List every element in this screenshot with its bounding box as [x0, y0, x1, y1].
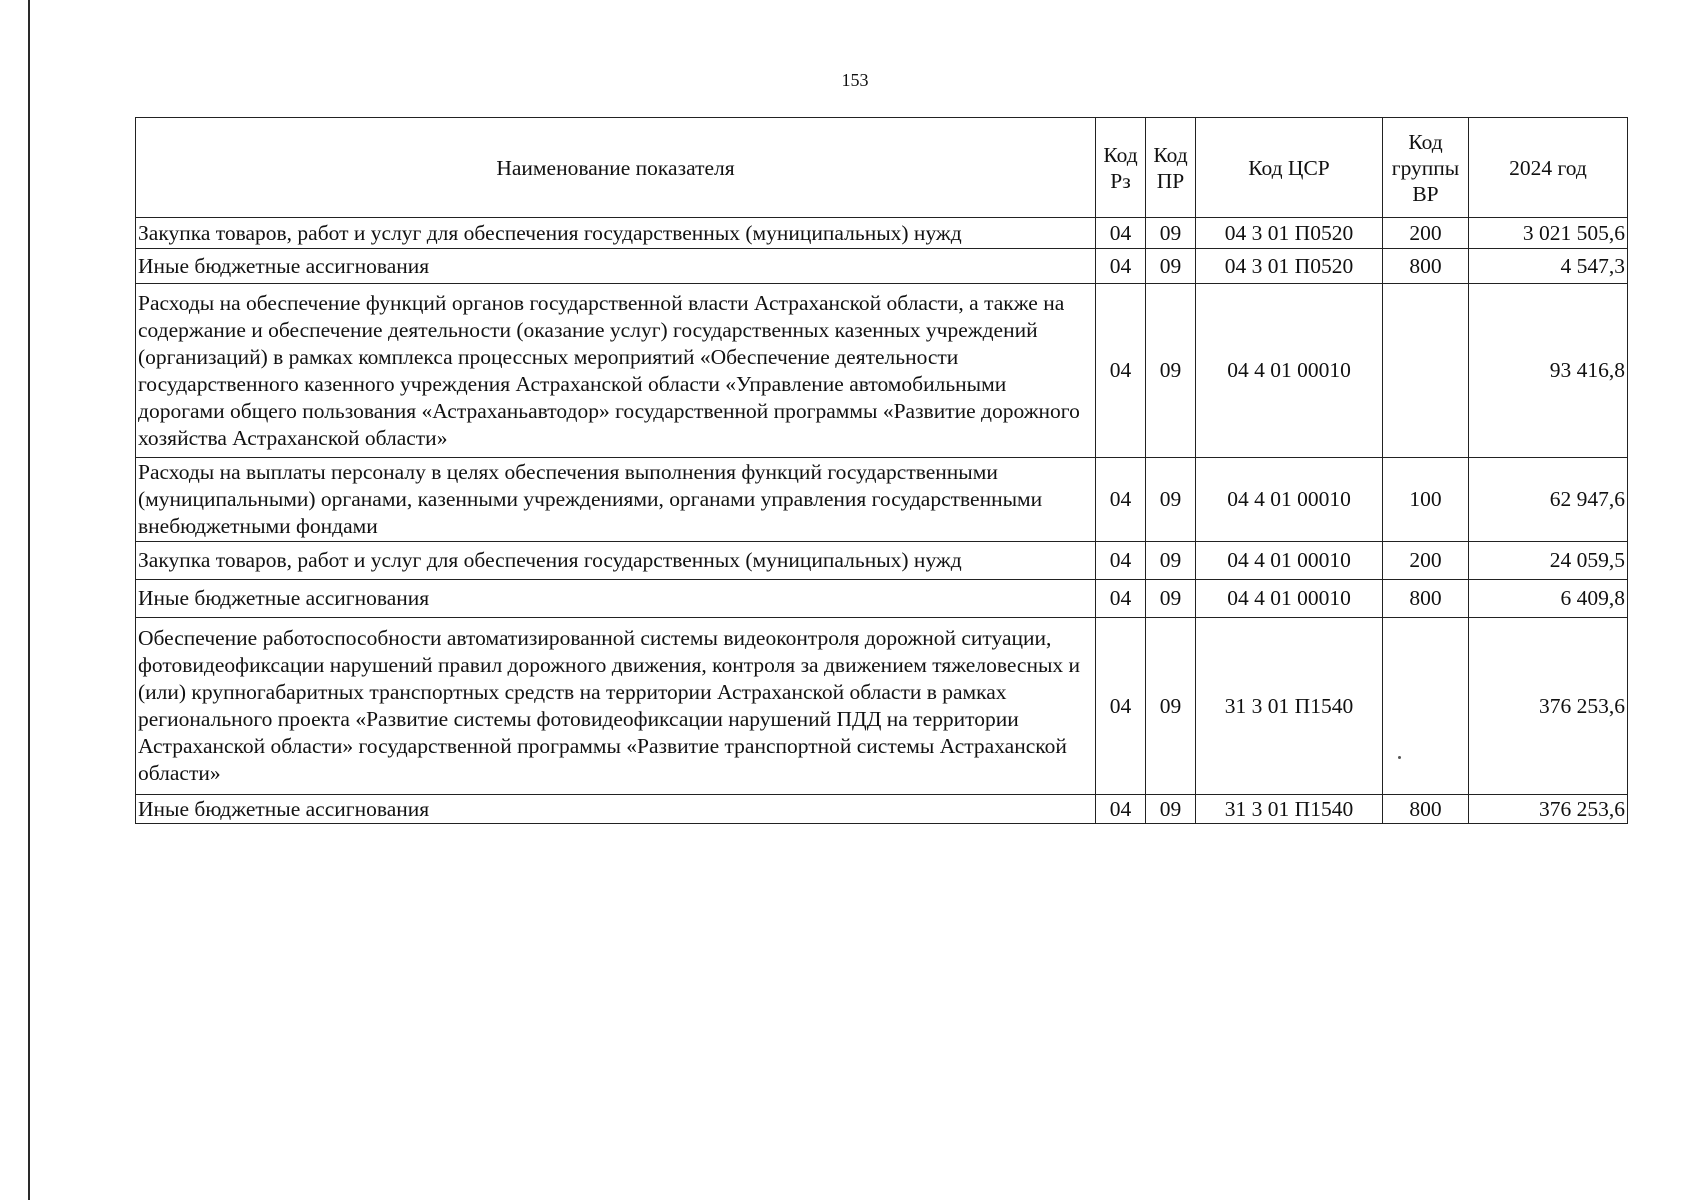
row-vr: 100	[1383, 458, 1469, 542]
budget-table	[135, 117, 1628, 824]
row-rz: 04	[1096, 795, 1146, 824]
row-name: Иные бюджетные ассигнования	[136, 249, 1096, 284]
row-csr: 04 4 01 00010	[1196, 284, 1383, 458]
header-csr: Код ЦСР	[1196, 118, 1383, 218]
row-name: Иные бюджетные ассигнования	[136, 795, 1096, 824]
row-rz: 04	[1096, 542, 1146, 580]
row-csr: 04 4 01 00010	[1196, 458, 1383, 542]
table-row	[136, 580, 1628, 618]
row-vr: 800	[1383, 580, 1469, 618]
row-pr: 09	[1146, 580, 1196, 618]
table-row	[136, 284, 1628, 458]
row-amount: 24 059,5	[1469, 542, 1628, 580]
row-pr: 09	[1146, 218, 1196, 249]
row-rz: 04	[1096, 284, 1146, 458]
header-year: 2024 год	[1469, 118, 1628, 218]
row-pr: 09	[1146, 542, 1196, 580]
row-amount: 62 947,6	[1469, 458, 1628, 542]
row-pr: 09	[1146, 795, 1196, 824]
scan-speck	[1398, 756, 1401, 759]
row-csr: 04 3 01 П0520	[1196, 218, 1383, 249]
table-row	[136, 542, 1628, 580]
row-amount: 6 409,8	[1469, 580, 1628, 618]
row-amount: 3 021 505,6	[1469, 218, 1628, 249]
row-name: Закупка товаров, работ и услуг для обеспечения государственных (муниципальных) нужд	[136, 542, 1096, 580]
row-name: Иные бюджетные ассигнования	[136, 580, 1096, 618]
header-rz: Код Рз	[1096, 118, 1146, 218]
row-pr: 09	[1146, 618, 1196, 795]
header-pr: Код ПР	[1146, 118, 1196, 218]
row-rz: 04	[1096, 249, 1146, 284]
row-csr: 31 3 01 П1540	[1196, 618, 1383, 795]
row-csr: 04 3 01 П0520	[1196, 249, 1383, 284]
row-amount: 93 416,8	[1469, 284, 1628, 458]
table-row	[136, 218, 1628, 249]
row-csr: 04 4 01 00010	[1196, 580, 1383, 618]
row-vr	[1383, 618, 1469, 795]
row-pr: 09	[1146, 284, 1196, 458]
row-rz: 04	[1096, 580, 1146, 618]
row-amount: 376 253,6	[1469, 618, 1628, 795]
table-row	[136, 249, 1628, 284]
row-csr: 31 3 01 П1540	[1196, 795, 1383, 824]
header-name: Наименование показателя	[136, 118, 1096, 218]
table-row	[136, 795, 1628, 824]
row-csr: 04 4 01 00010	[1196, 542, 1383, 580]
row-vr: 200	[1383, 218, 1469, 249]
row-vr: 200	[1383, 542, 1469, 580]
row-rz: 04	[1096, 218, 1146, 249]
table-row	[136, 458, 1628, 542]
row-rz: 04	[1096, 618, 1146, 795]
row-amount: 4 547,3	[1469, 249, 1628, 284]
row-pr: 09	[1146, 249, 1196, 284]
row-name: Обеспечение работоспособности автоматизированной системы видеоконтроля дорожной ситуации, фотовидеофиксации нарушений правил дорожного движения, контроля за движением тяжеловесных и (или) крупногабаритных транспортных средств на территории Астраханской области в рамках регионального проекта «Развитие системы фотовидеофиксации нарушений ПДД на территории Астраханской области» государственной программы «Развитие транспортной системы Астраханской области»	[136, 618, 1096, 795]
row-name: Расходы на выплаты персоналу в целях обеспечения выполнения функций государственными (муниципальными) органами, казенными учреждениями, органами управления государственными внебюджетными фондами	[136, 458, 1096, 542]
row-name: Расходы на обеспечение функций органов государственной власти Астраханской области, а также на содержание и обеспечение деятельности (оказание услуг) государственных казенных учреждений (организаций) в рамках комплекса процессных мероприятий «Обеспечение деятельности государственного казенного учреждения Астраханской области «Управление автомобильными дорогами общего пользования «Астраханьавтодор» государственной программы «Развитие дорожного хозяйства Астраханской области»	[136, 284, 1096, 458]
row-vr: 800	[1383, 249, 1469, 284]
table-row	[136, 618, 1628, 795]
row-name: Закупка товаров, работ и услуг для обеспечения государственных (муниципальных) нужд	[136, 218, 1096, 249]
binding-margin-line	[28, 0, 30, 1200]
row-vr: 800	[1383, 795, 1469, 824]
row-pr: 09	[1146, 458, 1196, 542]
table-header-row	[136, 118, 1628, 218]
page-number: 153	[841, 70, 869, 90]
row-amount: 376 253,6	[1469, 795, 1628, 824]
row-rz: 04	[1096, 458, 1146, 542]
header-vr: Код группы ВР	[1383, 118, 1469, 218]
row-vr	[1383, 284, 1469, 458]
